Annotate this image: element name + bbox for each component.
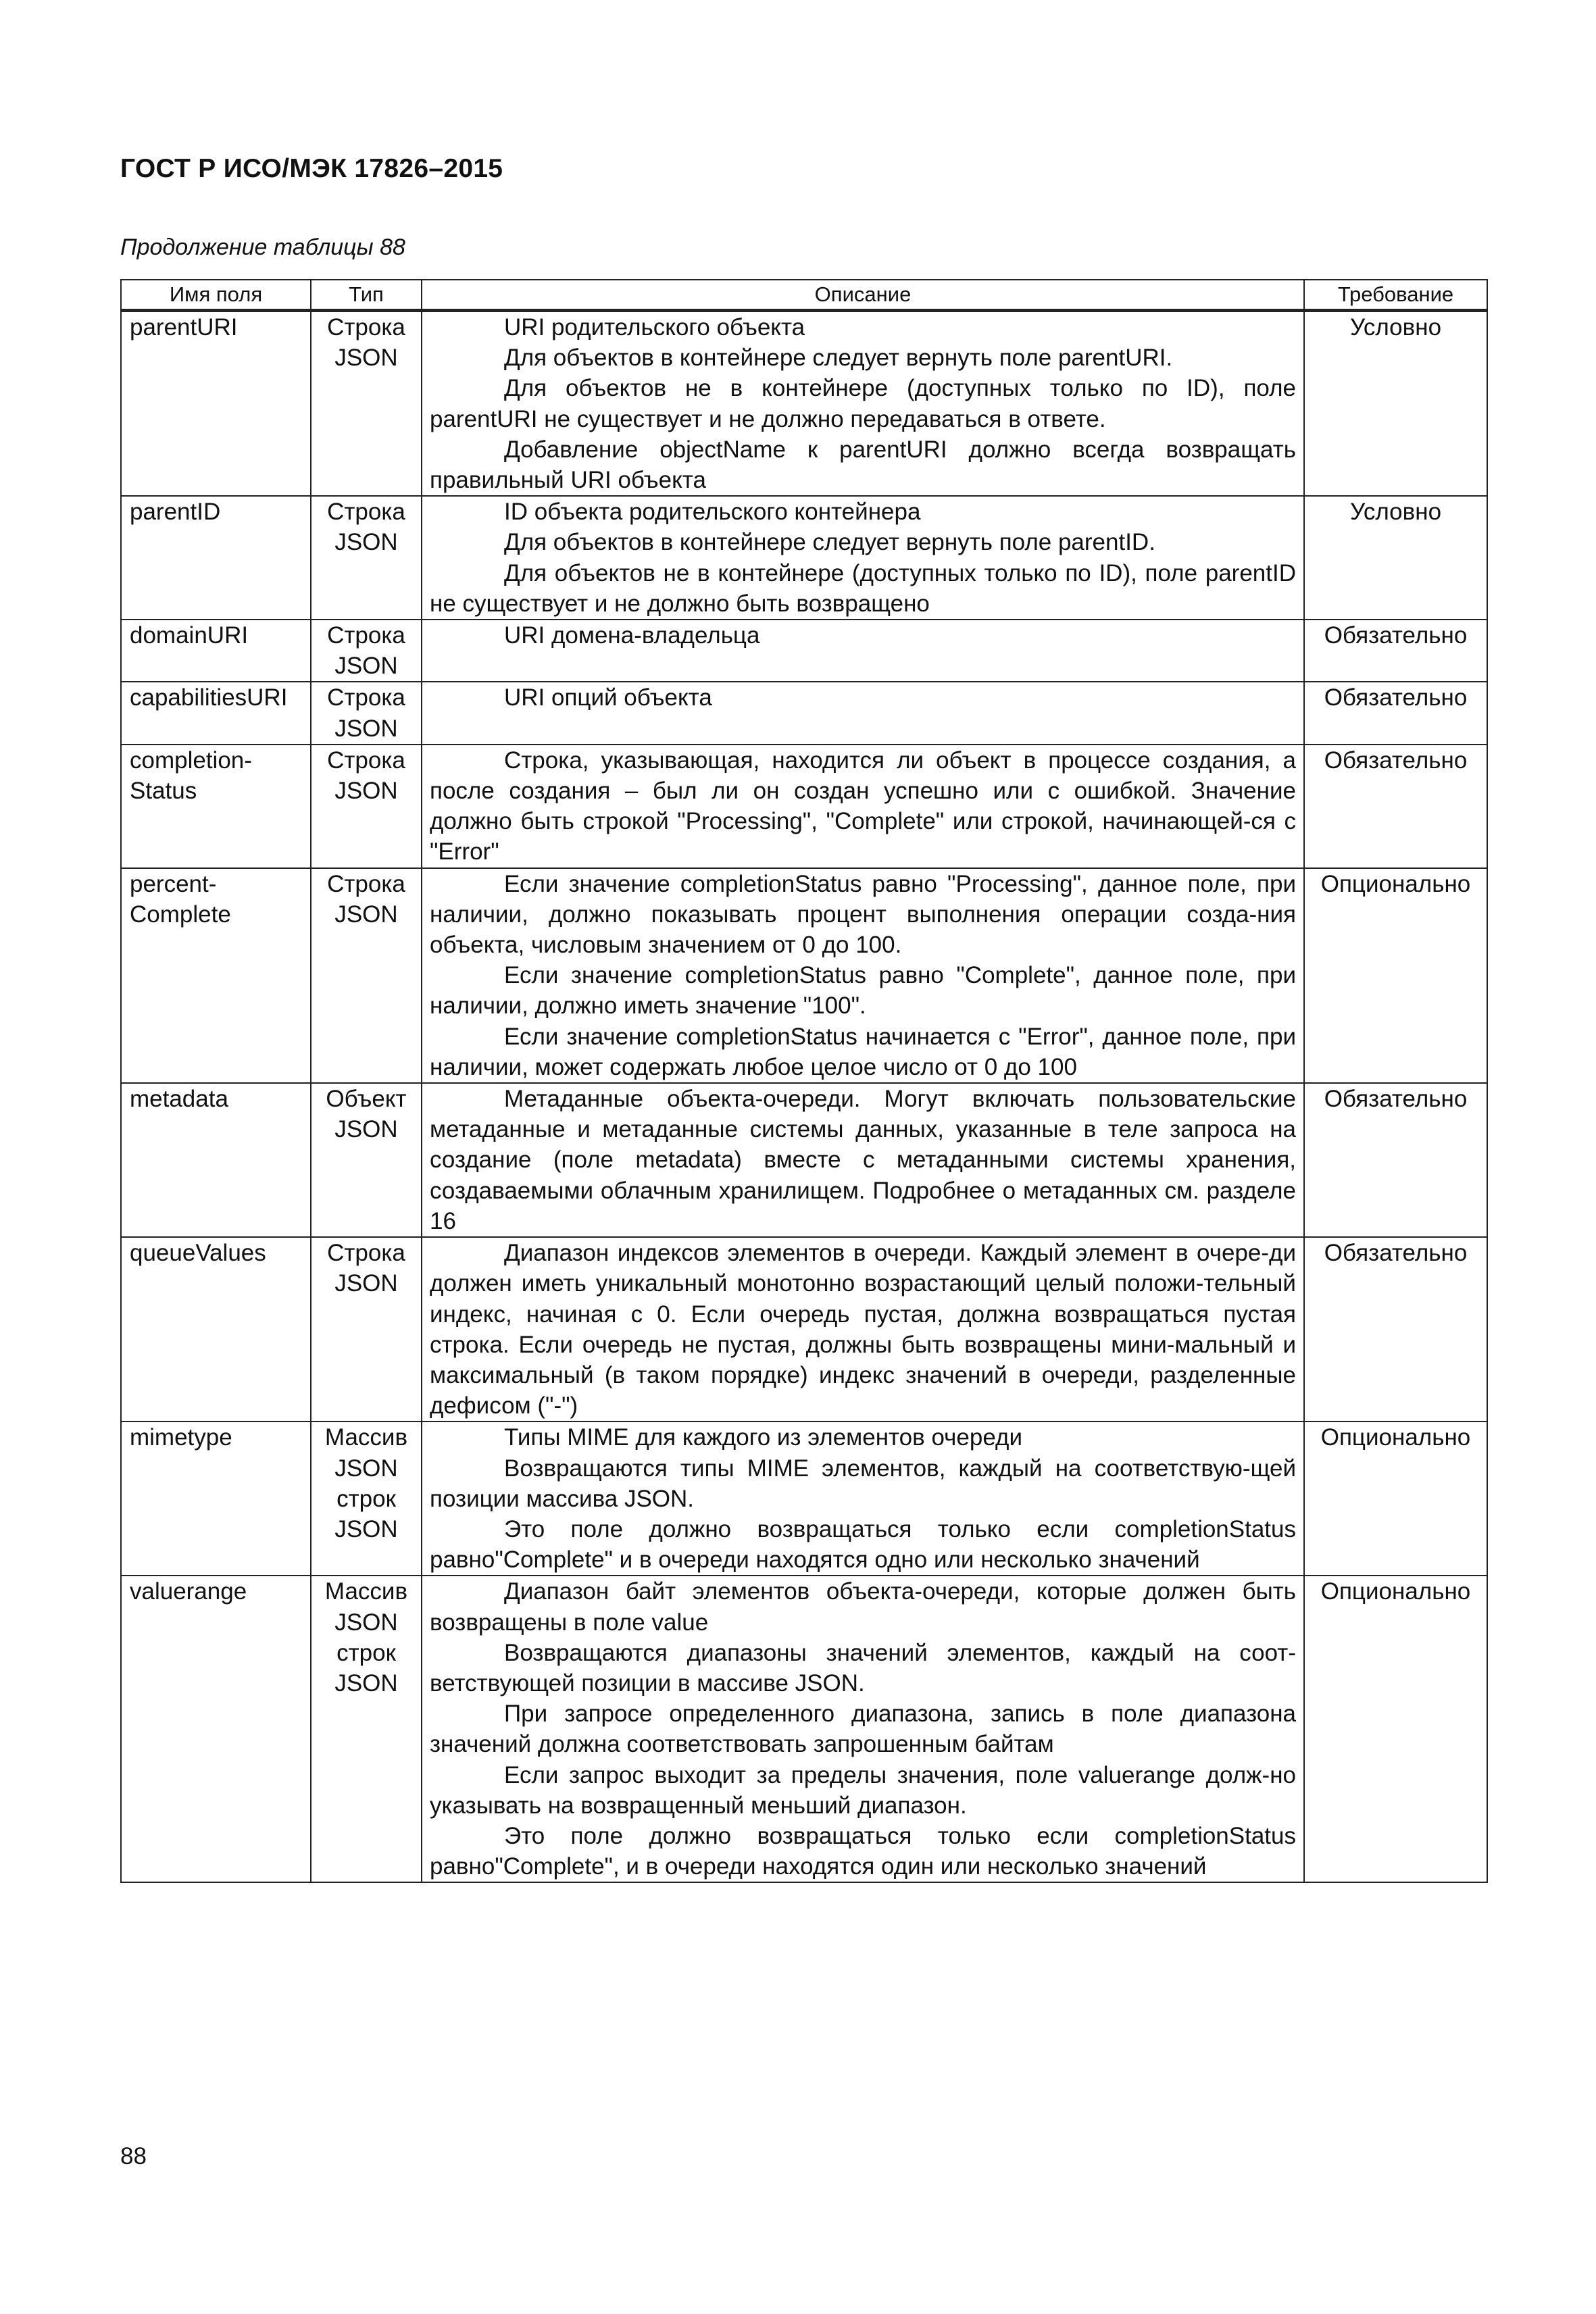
field-type-line: Объект [326,1086,407,1113]
field-requirement: Обязательно [1304,682,1487,744]
description-paragraph: Диапазон байт элементов объекта-очереди, которые должен быть возвращены в поле value [430,1578,1296,1636]
field-type-line: JSON [334,778,398,805]
table-row [121,682,1487,744]
table-body [121,311,1487,1883]
field-type-line: JSON [334,901,398,928]
field-type-line: JSON [334,1515,398,1542]
field-name: parentURI [130,314,238,341]
field-name: valuerange [130,1578,247,1605]
fields-table [120,279,1488,1883]
field-name: mimetype [130,1424,232,1451]
description-paragraph: Для объектов не в контейнере (доступных только по ID), поле parentID не существует и не должно быть возвращено [430,559,1296,617]
description-paragraph: Если значение completionStatus начинается с "Error", данное поле, при наличии, может содержать любое целое число от 0 до 100 [430,1023,1296,1080]
field-requirement: Обязательно [1304,1237,1487,1422]
field-type-cell [311,496,422,620]
description-paragraph: URI домена-владельца [504,622,760,649]
field-description-cell [422,311,1304,497]
table-row [121,1576,1487,1882]
field-requirement: Обязательно [1304,620,1487,682]
document-header: ГОСТ Р ИСО/МЭК 17826–2015 [120,154,503,183]
field-requirement: Опционально [1304,1576,1487,1882]
field-type-line: JSON [334,345,398,372]
description-paragraph: Возвращаются диапазоны значений элементов, каждый на соот-ветствующей позиции в массиве JSON. [430,1639,1296,1696]
table-row [121,1422,1487,1576]
field-type-cell [311,620,422,682]
field-name: capabilitiesURI [130,684,288,711]
field-type-line: Строка [327,622,405,649]
field-type-line: Строка [327,314,405,341]
table-row [121,1083,1487,1237]
description-paragraph: Это поле должно возвращаться только если completionStatus равно"Complete", и в очереди находятся один или несколько значений [430,1822,1296,1880]
field-type-line: JSON [334,1669,398,1696]
field-type-line: JSON [334,715,398,742]
field-description-cell [422,745,1304,868]
field-type-line: Строка [327,684,405,711]
field-requirement: Обязательно [1304,745,1487,868]
field-requirement: Опционально [1304,868,1487,1083]
description-paragraph: Диапазон индексов элементов в очереди. Каждый элемент в очере-ди должен иметь уникальный монотонно возрастающий целый положи-тельный индекс, начиная с 0. Если очередь пустая, должна возвращаться пустая строка. Если очередь не пустая, должны быть возвращены мини-мальный и максимальный (в таком порядке) индекс значений в очереди, разделенные дефисом ("-") [430,1240,1296,1419]
description-paragraph: Метаданные объекта-очереди. Могут включать пользовательские метаданные и метаданные системы данных, указанные в теле запроса на создание (поле metadata) вместе с метаданными системы хранения, создаваемыми облачным хранилищем. Подробнее о метаданных см. разделе 16 [430,1086,1296,1234]
field-requirement: Условно [1304,311,1487,497]
field-type-line: строк [336,1485,396,1512]
table-row [121,311,1487,497]
field-description-cell [422,1576,1304,1882]
field-type-line: JSON [334,1116,398,1143]
field-name: metadata [130,1086,228,1113]
field-name: queueValues [130,1240,266,1267]
field-description-cell [422,1237,1304,1422]
description-paragraph: ID объекта родительского контейнера [504,499,921,526]
field-description-cell [422,620,1304,682]
description-paragraph: Типы MIME для каждого из элементов очереди [504,1424,1022,1451]
table-header-row [121,280,1487,311]
field-name: domainURI [130,622,249,649]
field-name-cell [121,311,311,497]
field-name: completion- Status [130,747,252,805]
table-row [121,745,1487,868]
field-type-line: Строка [327,870,405,897]
description-paragraph: При запросе определенного диапазона, запись в поле диапазона значений должна соответствовать запрошенным байтам [430,1701,1296,1758]
field-name-cell [121,868,311,1083]
field-name-cell [121,1422,311,1576]
table-row [121,496,1487,620]
field-type-line: Строка [327,1240,405,1267]
field-description-cell [422,682,1304,744]
field-type-cell [311,868,422,1083]
field-description-cell [422,1422,1304,1576]
field-name-cell [121,745,311,868]
field-type-line: JSON [334,529,398,556]
field-type-line: JSON [334,653,398,680]
description-paragraph: Возвращаются типы MIME элементов, каждый на соответствую-щей позиции массива JSON. [430,1455,1296,1512]
table-row [121,1237,1487,1422]
field-type-line: Строка [327,747,405,774]
description-paragraph: Для объектов не в контейнере (доступных только по ID), поле parentURI не существует и не должно передаваться в ответе. [430,375,1296,432]
description-paragraph: URI опций объекта [504,684,712,711]
description-paragraph: Если значение completionStatus равно "Complete", данное поле, при наличии, должно иметь значение "100". [430,962,1296,1020]
field-name: percent- Complete [130,870,231,928]
column-header-name: Имя поля [121,280,311,311]
field-requirement: Опционально [1304,1422,1487,1576]
description-paragraph: Для объектов в контейнере следует вернуть поле parentID. [504,529,1155,556]
field-type-cell [311,1237,422,1422]
field-description-cell [422,868,1304,1083]
field-name: parentID [130,499,221,526]
field-type-line: строк [336,1639,396,1666]
field-type-line: JSON [334,1455,398,1482]
field-type-line: JSON [334,1270,398,1297]
field-type-cell [311,682,422,744]
field-description-cell [422,1083,1304,1237]
table-row [121,868,1487,1083]
field-name-cell [121,1576,311,1882]
field-requirement: Условно [1304,496,1487,620]
column-header-requirement: Требование [1304,280,1487,311]
column-header-description: Описание [422,280,1304,311]
field-type-line: Массив [324,1578,408,1605]
field-name-cell [121,496,311,620]
field-type-cell [311,1083,422,1237]
column-header-type: Тип [311,280,422,311]
field-name-cell [121,620,311,682]
field-type-line: JSON [334,1609,398,1636]
field-type-cell [311,311,422,497]
field-type-cell [311,1422,422,1576]
field-requirement: Обязательно [1304,1083,1487,1237]
description-paragraph: Если значение completionStatus равно "Processing", данное поле, при наличии, должно показывать процент выполнения операции созда-ния объекта, числовым значением от 0 до 100. [430,870,1296,959]
field-type-line: Массив [324,1424,408,1451]
page-number: 88 [120,2143,147,2169]
table-row [121,620,1487,682]
field-description-cell [422,496,1304,620]
description-paragraph: Это поле должно возвращаться только если completionStatus равно"Complete" и в очереди находятся одно или несколько значений [430,1515,1296,1574]
description-paragraph: Строка, указывающая, находится ли объект в процессе создания, а после создания – был ли он создан успешно или с ошибкой. Значение должно быть строкой "Processing", "Complete" или строкой, начинающей-ся с "Error" [430,747,1296,865]
field-name-cell [121,682,311,744]
description-paragraph: URI родительского объекта [504,314,805,341]
description-paragraph: Добавление objectName к parentURI должно всегда возвращать правильный URI объекта [430,436,1296,494]
description-paragraph: Для объектов в контейнере следует вернуть поле parentURI. [504,345,1173,372]
field-type-cell [311,1576,422,1882]
field-name-cell [121,1237,311,1422]
table-caption: Продолжение таблицы 88 [120,234,405,260]
field-type-line: Строка [327,499,405,526]
description-paragraph: Если запрос выходит за пределы значения, поле valuerange долж-но указывать на возвращенный меньший диапазон. [430,1761,1296,1819]
field-name-cell [121,1083,311,1237]
field-type-cell [311,745,422,868]
